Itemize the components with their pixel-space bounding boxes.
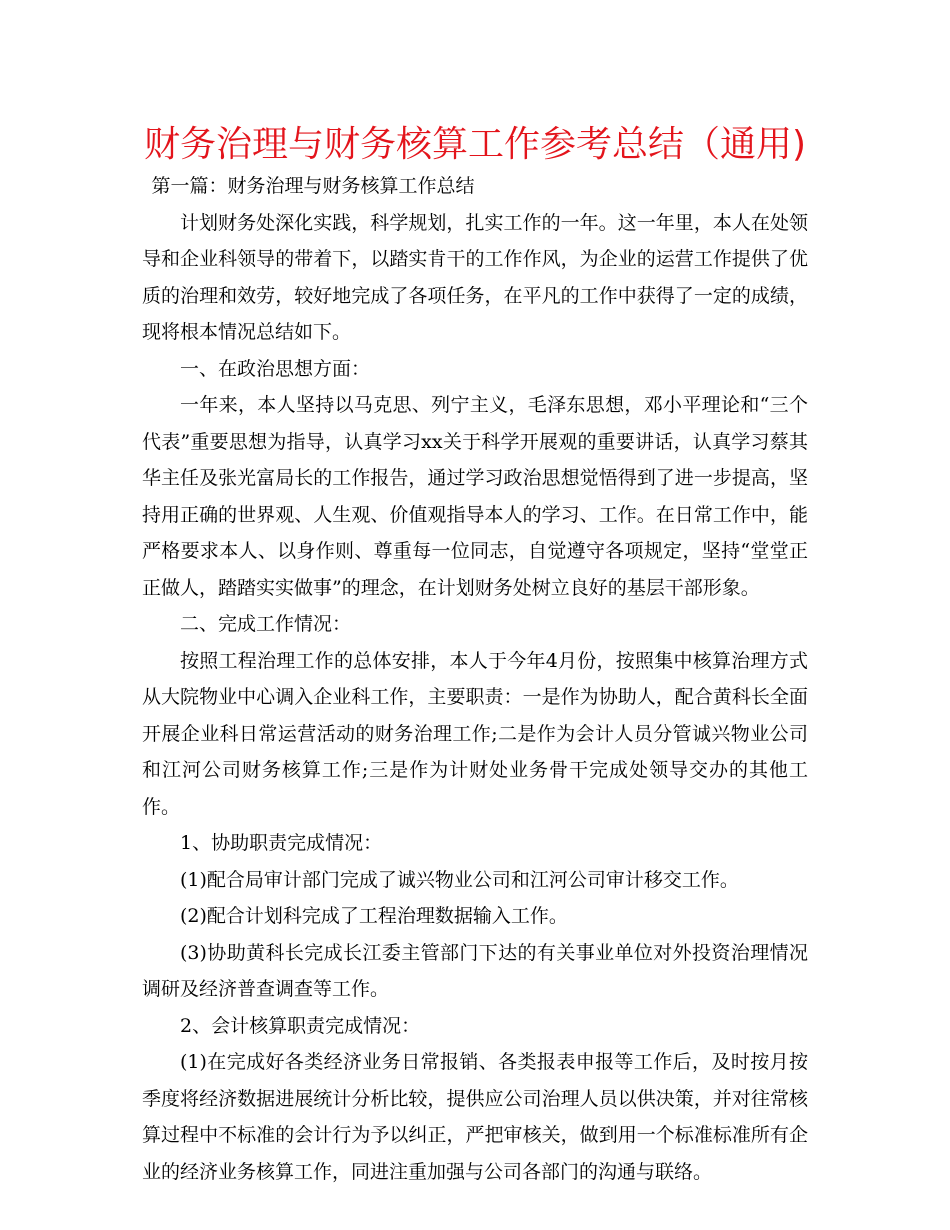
subsection-heading-assist: 1、协助职责完成情况： — [180, 832, 383, 854]
list-item-assist-3: (3)协助黄科长完成长江委主管部门下达的有关事业单位对外投资治理情况调研及经济普查调查等工作。 — [142, 941, 808, 1000]
paragraph-work: 按照工程治理工作的总体安排，本人于今年4月份，按照集中核算治理方式从大院物业中心调入企业科工作，主要职责：一是作为协助人，配合黄科长全面开展企业科日常运营活动的财务治理工作;二是作为会计人员分管诚兴物业公司和江河公司财务核算工作;三是作为计财处业务骨干完成处领导交办的其他工作。 — [142, 649, 808, 818]
paragraph-intro: 计划财务处深化实践，科学规划，扎实工作的一年。这一年里，本人在处领导和企业科领导的带着下，以踏实肯干的工作作风，为企业的运营工作提供了优质的治理和效劳，较好地完成了各项任务，在平凡的工作中获得了一定的成绩，现将根本情况总结如下。 — [142, 211, 808, 343]
section-heading-political: 一、在政治思想方面： — [180, 357, 371, 380]
document-subtitle: 第一篇：财务治理与财务核算工作总结 — [151, 175, 475, 197]
document-body — [142, 168, 808, 1190]
list-item-assist-1: (1)配合局审计部门完成了诚兴物业公司和江河公司审计移交工作。 — [180, 868, 739, 891]
subsection-heading-accounting: 2、会计核算职责完成情况： — [180, 1014, 421, 1037]
paragraph-political: 一年来，本人坚持以马克思、列宁主义，毛泽东思想，邓小平理论和“三个代表”重要思想为指导，认真学习xx关于科学开展观的重要讲话，认真学习蔡其华主任及张光富局长的工作报告，通过学习政治思想觉悟得到了进一步提高，坚持用正确的世界观、人生观、价值观指导本人的学习、工作。在日常工作中，能严格要求本人、以身作则、尊重每一位同志，自觉遵守各项规定，坚持“堂堂正正做人，踏踏实实做事”的理念，在计划财务处树立良好的基层干部形象。 — [142, 394, 808, 599]
section-heading-work: 二、完成工作情况： — [180, 613, 352, 635]
list-item-assist-2: (2)配合计划科完成了工程治理数据输入工作。 — [180, 905, 568, 927]
document-title: 财务治理与财务核算工作参考总结（通用) — [143, 124, 807, 165]
list-item-accounting-1: (1)在完成好各类经济业务日常报销、各类报表申报等工作后，及时按月按季度将经济数据进展统计分析比较，提供应公司治理人员以供决策，并对往常核算过程中不标准的会计行为予以纠正，严把审核关，做到用一个标准标准所有企业的经济业务核算工作，同进注重加强与公司各部门的沟通与联络。 — [142, 1051, 808, 1183]
